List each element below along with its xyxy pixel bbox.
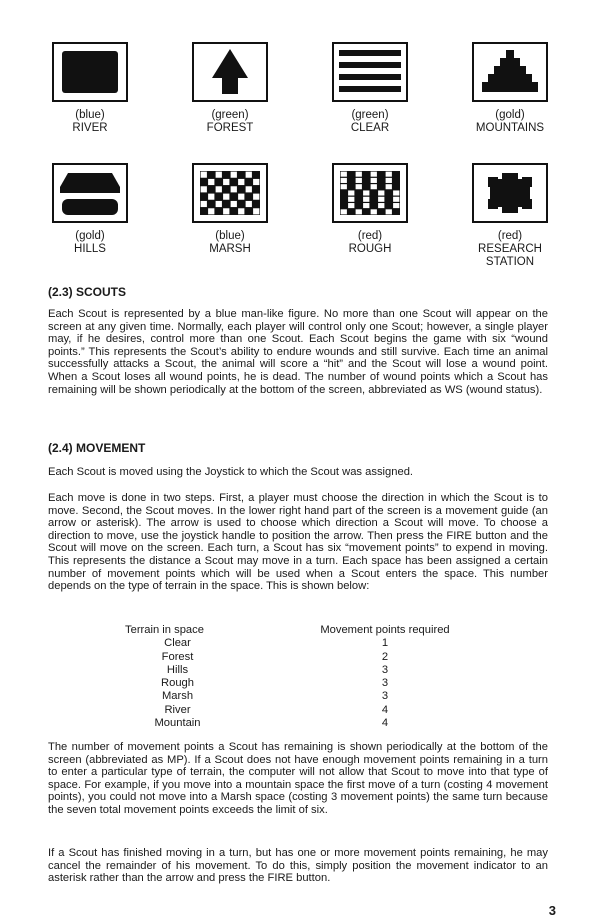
tile-forest [190, 42, 270, 135]
terrain-column [125, 624, 230, 730]
points-column-header: Movement points required [320, 624, 450, 636]
scouts-body: Each Scout is represented by a blue man-like figure. No more than one Scout will appear on the screen at any given time. Normally, each player will control only one Scout; however, a single player may, if he desires, control more than one Scout. Each Scout begins the game with six “wound points.” This represents the Scout’s ability to endure wounds and still survive. Each time an animal successfully attacks a Scout, the animal will score a “hit” and the Scout will lose a wound point. When a Scout loses all wound points, he is dead. The number of wound points which a Scout has remaining will be shown periodically at the bottom of the screen, abbreviated as WS (wound status). [48, 308, 548, 396]
terrain-column-header: Terrain in space [125, 624, 204, 636]
page-number: 3 [548, 903, 556, 918]
tile-color: (blue) [75, 109, 105, 121]
tile-name: ROUGH [348, 243, 392, 255]
tile-name-line1: RESEARCH [478, 243, 542, 255]
tile-hills [50, 163, 130, 256]
terrain-cell: Marsh [161, 690, 194, 703]
tile-name-line2: STATION [485, 256, 535, 268]
terrain-cell: Rough [161, 677, 194, 690]
tile-name: MOUNTAINS [475, 122, 545, 134]
points-cell: 3 [381, 663, 389, 676]
movement-heading: (2.4) MOVEMENT [48, 441, 146, 455]
movement-p1: Each Scout is moved using the Joystick to which the Scout was assigned. [48, 466, 414, 478]
points-cell: 4 [381, 717, 389, 730]
terrain-cell: River [164, 703, 191, 716]
points-cell: 2 [381, 650, 389, 663]
forest-icon [192, 42, 268, 102]
mountains-icon [472, 42, 548, 102]
tile-color: (green) [211, 109, 249, 121]
hills-icon [52, 163, 128, 223]
terrain-cell: Clear [164, 637, 191, 650]
tile-clear [330, 42, 410, 135]
marsh-icon [192, 163, 268, 223]
clear-icon [332, 42, 408, 102]
points-column [310, 624, 460, 730]
tile-color: (red) [357, 230, 383, 242]
movement-p2: Each move is done in two steps. First, a player must choose the direction in which the Scout is to move. Second, the Scout moves. In the lower right hand part of the screen is a movement guide (an arrow or asterisk). The arrow is used to choose which direction a Scout will move. To choose a direction to move, use the joystick handle to position the arrow. Then press the FIRE button and the Scout will move on the screen. Each turn, a Scout has six “movement points” to expend in moving. This represents the distance a Scout may move in a turn. Each space has been assigned a certain number of movement points which will be used when a Scout enters the space. This number depends on the type of terrain in the space. This is shown below: [48, 492, 548, 593]
movement-p3: The number of movement points a Scout has remaining is shown periodically at the bottom of the screen (abbreviated as MP). If a Scout does not have enough movement points remaining in a turn to enter a particular type of terrain, the computer will not allow that Scout to move into that type of space. For example, if you move into a mountain space the first move of a turn (costing 4 movement points), you could not move into a Marsh space (costing 3 movement points) the same turn because the seven total movement points exceeds the limit of six. [48, 741, 548, 816]
movement-p4: If a Scout has finished moving in a turn, but has one or more movement points remaining, he may cancel the remainder of his movement. To do this, simply position the movement indicator to an asterisk rather than the arrow and press the FIRE button. [48, 847, 548, 885]
tile-color: (gold) [75, 230, 105, 242]
tile-name: HILLS [74, 243, 106, 255]
tile-color: (green) [351, 109, 389, 121]
rough-icon [332, 163, 408, 223]
points-cell: 4 [381, 703, 389, 716]
tile-color: (red) [497, 230, 523, 242]
terrain-cell: Mountain [154, 717, 201, 730]
tile-name: RIVER [72, 122, 108, 134]
tile-research-station [470, 163, 550, 269]
tile-mountains [470, 42, 550, 135]
points-cell: 3 [381, 690, 389, 703]
points-cell: 3 [381, 677, 389, 690]
tile-river [50, 42, 130, 135]
points-cell: 1 [381, 637, 389, 650]
scouts-heading: (2.3) SCOUTS [48, 285, 127, 299]
terrain-cell: Hills [166, 663, 189, 676]
tile-name: MARSH [209, 243, 251, 255]
tile-color: (blue) [215, 230, 245, 242]
research-station-icon [472, 163, 548, 223]
terrain-cell: Forest [161, 650, 194, 663]
tile-marsh [190, 163, 270, 256]
tile-name: FOREST [206, 122, 254, 134]
river-icon [52, 42, 128, 102]
tile-name: CLEAR [350, 122, 390, 134]
tile-color: (gold) [495, 109, 525, 121]
tile-rough [330, 163, 410, 256]
